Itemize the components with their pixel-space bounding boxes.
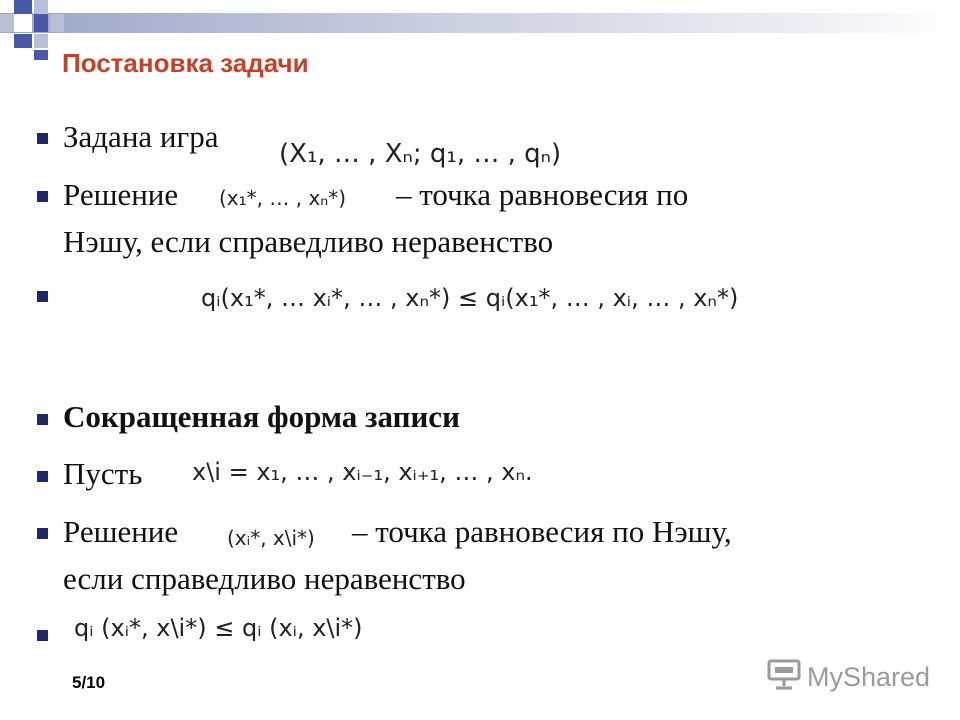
formula-solution: (x₁*, … , xₙ*) xyxy=(219,186,347,210)
line-game-given: Задана игра xyxy=(63,119,219,154)
bullet-2 xyxy=(37,191,48,202)
decor-square-8 xyxy=(34,34,48,48)
formula-inequality-2: qᵢ (xᵢ*, x\i*) ≤ qᵢ (xᵢ, x\i*) xyxy=(74,614,363,642)
line-let: Пусть xyxy=(63,456,143,491)
formula-game: (X₁, … , Xₙ; q₁, … , qₙ) xyxy=(279,139,562,169)
page-number: 5/10 xyxy=(72,673,106,692)
line-nash-condition: Нэшу, если справедливо неравенство xyxy=(63,224,554,259)
decor-square-7 xyxy=(14,34,32,48)
slide-title: Постановка задачи xyxy=(62,48,309,78)
line-short-form: Сокращенная форма записи xyxy=(63,399,460,434)
watermark-text: MyShared xyxy=(807,662,931,692)
watermark xyxy=(767,658,930,697)
decor-square-9 xyxy=(34,50,48,60)
bullet-6 xyxy=(37,528,48,539)
bullet-7 xyxy=(37,630,48,641)
bullet-3 xyxy=(37,291,48,302)
line-solution-rest: – точка равновесия по xyxy=(396,177,689,212)
line-solution-2: Решение xyxy=(63,514,179,549)
decor-square-2 xyxy=(34,0,48,14)
bullet-1 xyxy=(37,133,48,144)
bullet-5 xyxy=(37,471,48,482)
bullet-4 xyxy=(37,414,48,425)
formula-solution-2: (xᵢ*, x\i*) xyxy=(227,526,315,550)
line-solution-2-rest: – точка равновесия по Нэшу, xyxy=(352,514,732,549)
decor-square-5 xyxy=(34,14,48,32)
header-decoration-bar xyxy=(0,13,960,33)
line-solution: Решение xyxy=(63,177,179,212)
formula-inequality: qᵢ(x₁*, … xᵢ*, … , xₙ*) ≤ qᵢ(x₁*, … , xᵢ, … , xₙ*) xyxy=(201,284,739,312)
decor-square-4 xyxy=(14,14,32,32)
decor-square-1 xyxy=(14,0,32,14)
line-nash-condition-2: если справедливо неравенство xyxy=(63,561,466,596)
decor-square-3 xyxy=(0,14,14,32)
presentation-board-icon xyxy=(767,658,801,697)
decor-square-6 xyxy=(50,14,64,32)
formula-x-minus-i: x\i = x₁, … , xᵢ₋₁, xᵢ₊₁, … , xₙ. xyxy=(192,458,533,486)
